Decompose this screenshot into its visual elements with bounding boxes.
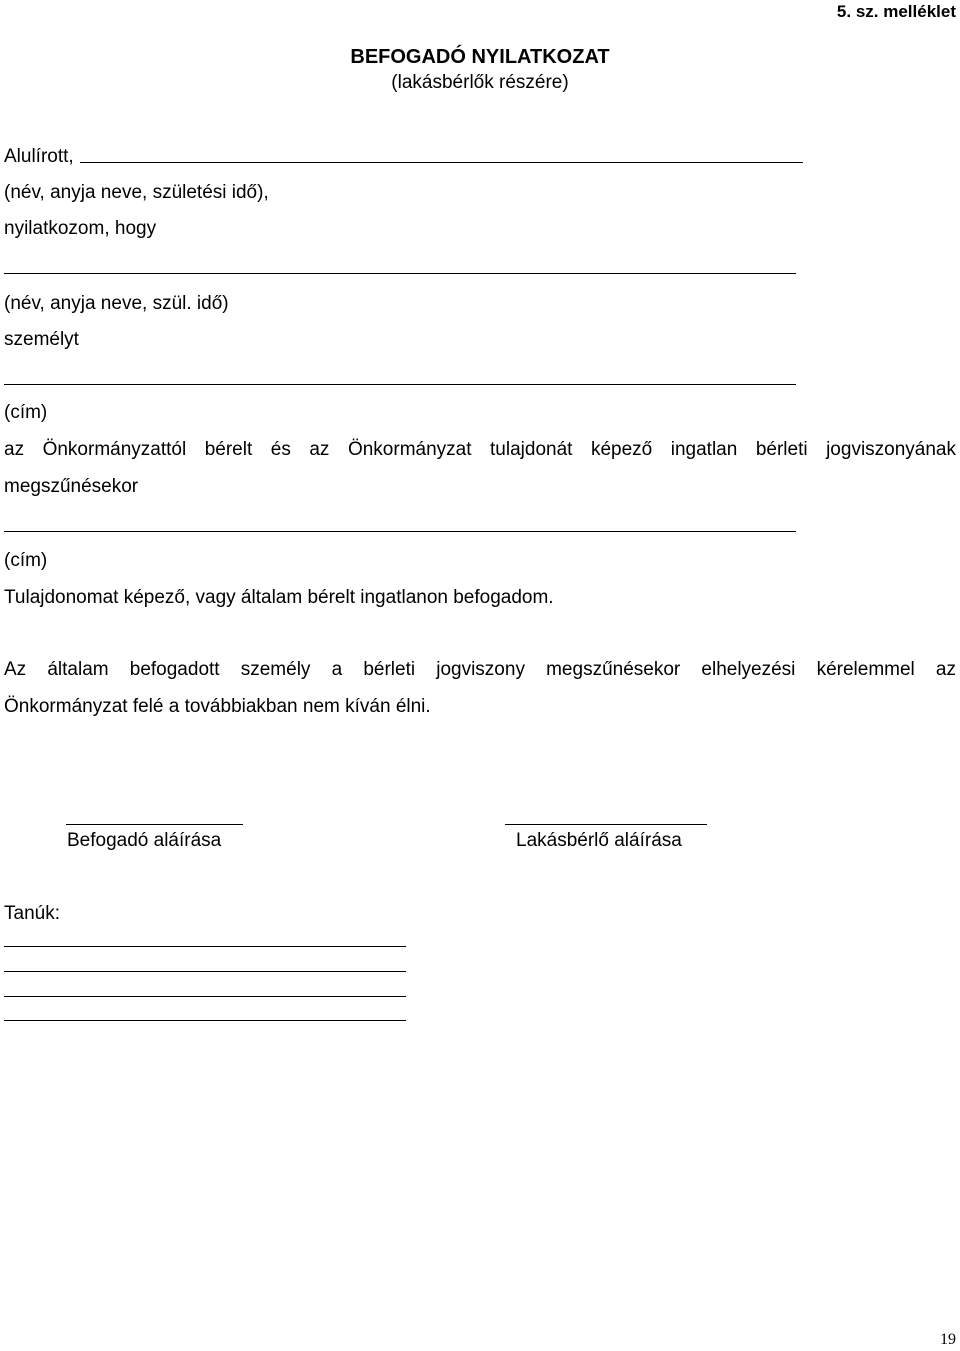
undersigned-hint: (név, anyja neve, születési idő), [4,182,269,203]
tenant-signature-label: Lakásbérlő aláírása [516,830,682,851]
witnesses-label: Tanúk: [4,903,60,924]
accept-sentence: Tulajdonomat képező, vagy általam bérelt ingatlanon befogadom. [4,587,554,608]
witness-line-2[interactable] [4,971,406,972]
page-number: 19 [940,1331,956,1348]
declare-text: nyilatkozom, hogy [4,218,157,239]
address-line-2[interactable] [4,531,796,532]
rented-clause-line-1: az Önkormányzattól bérelt és az Önkormányzat tulajdonát képező ingatlan bérleti jogviszonyának [4,439,956,460]
host-signature-label: Befogadó aláírása [67,830,222,851]
witness-line-1[interactable] [4,946,406,947]
undersigned-name-line[interactable] [80,162,803,163]
document-subtitle: (lakásbérlők részére) [391,72,569,93]
address-hint-2: (cím) [4,550,48,571]
document-title: BEFOGADÓ NYILATKOZAT [350,46,610,68]
tenant-signature-line[interactable] [505,824,707,825]
witness-line-3[interactable] [4,996,406,997]
rented-clause-line-2: megszűnésekor [4,476,139,497]
waiver-line-1: Az általam befogadott személy a bérleti jogviszony megszűnésekor elhelyezési kérelemmel az [4,659,956,680]
person-word: személyt [4,329,79,350]
person-hint: (név, anyja neve, szül. idő) [4,293,229,314]
annex-label: 5. sz. melléklet [836,2,956,21]
witness-line-4[interactable] [4,1020,406,1021]
address-line-1[interactable] [4,384,796,385]
person-name-line[interactable] [4,273,796,274]
address-hint-1: (cím) [4,402,48,423]
waiver-line-2: Önkormányzat felé a továbbiakban nem kíván élni. [4,696,431,717]
undersigned-label: Alulírott, [4,146,74,167]
host-signature-line[interactable] [66,824,243,825]
